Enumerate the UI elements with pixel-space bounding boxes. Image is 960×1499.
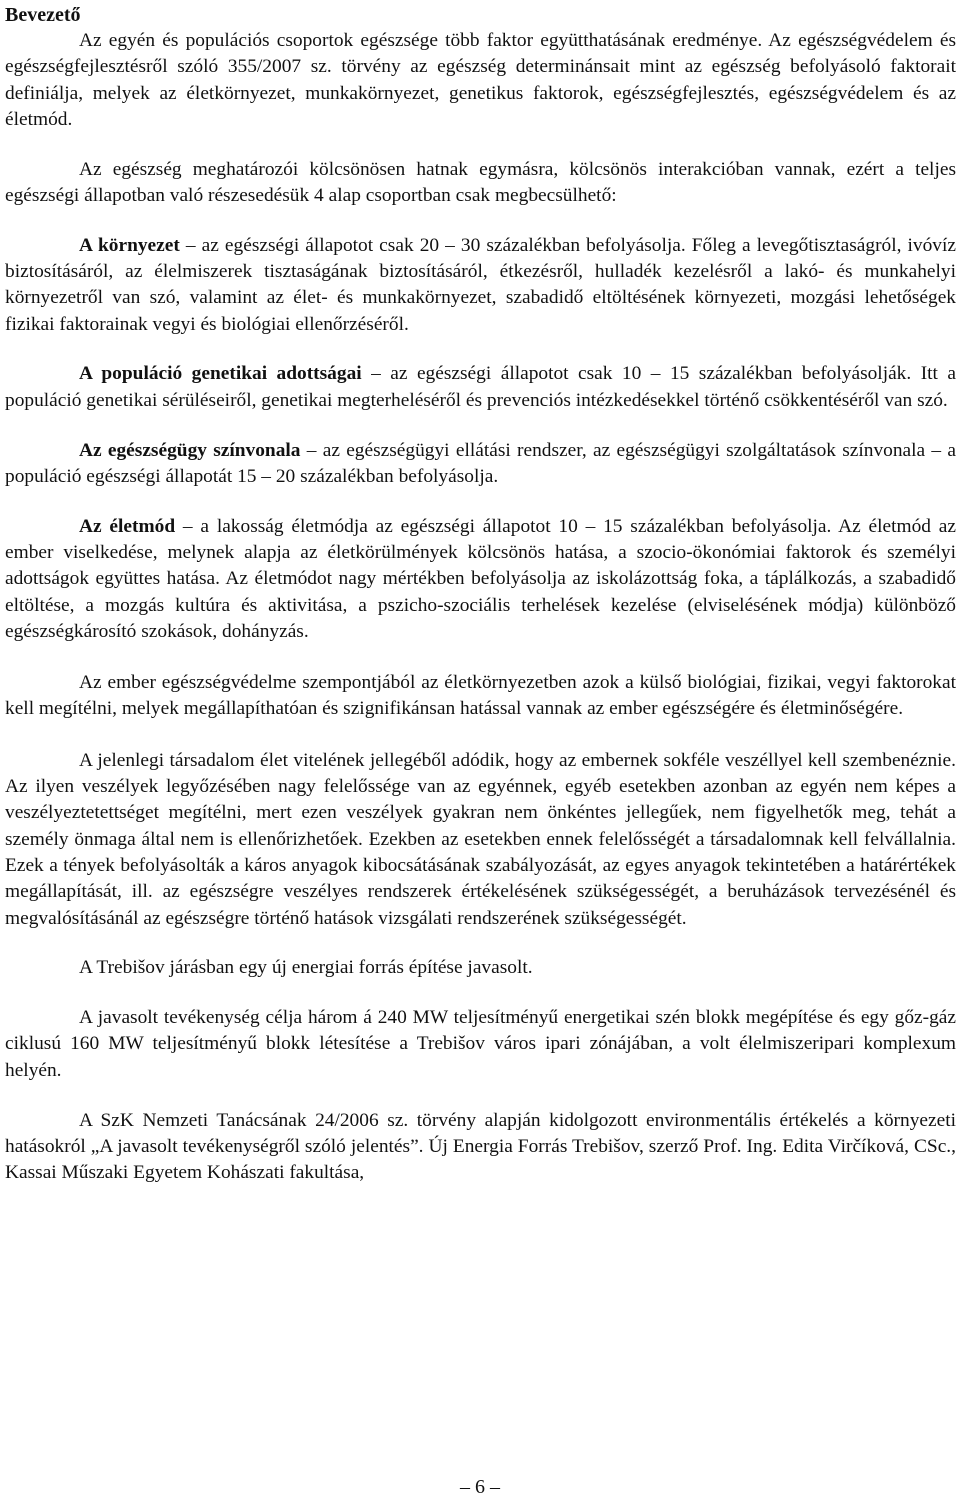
paragraph-intro: Az egyén és populációs csoportok egészsége több faktor együtthatásának eredménye. Az egészségvédelem és egészségfejlesztésről szóló 355/2007 sz. törvény az egészség determinánsait mint az egészség befolyásoló faktorait definiálja, melyek az életkörnyezet, munkakörnyezet, genetikus faktorok, egészségfejlesztés, egészségvédelem és az életmód. — [5, 30, 956, 130]
paragraph-determinants: Az egészség meghatározói kölcsönösen hatnak egymásra, kölcsönös interakcióban vannak, ezért a teljes egészségi állapotban való részesedésük 4 alap csoportban csak megbecsülhető: — [5, 158, 956, 206]
paragraph-society: A jelenlegi társadalom élet vitelének jellegéből adódik, hogy az embernek sokféle veszéllyel kell szembenéznie. Az ilyen veszélyek legyőzésében nagy felelőssége van az egyénnek, egyéb esetekben azonban az egyén nem képes a veszélyeztetettséget megítélni, mert ezen veszélyek gyakran nem önkéntes jellegűek, nem figyelhetők meg, tehát a személy önmaga által nem is ellenőrizhetőek. Ezekben az esetekben ennek felelősségét a társadalomnak kell felvállalnia. Ezek a tények befolyásolták a káros anyagok kibocsátásának szabályozását, az egyes anyagok tekintetében a határértékek megállapítását, ill. az egészségre veszélyes rendszerek értékelésének szükségességét, a beruházások tervezésénél és megvalósításánál az egészségre történő hatások vizsgálati rendszerének szükségességét. — [5, 749, 956, 929]
term-environment: A környezet — [79, 234, 180, 256]
paragraph-environment: A környezet – az egészségi állapotot csak 20 – 30 százalékban befolyásolja. Főleg a levegőtisztaságról, ivóvíz biztosításáról, az élelmiszerek tisztaságának biztosításáról, étkezésről, hulladék kezelésről a lakó- és munkahelyi környezetről van szó, valamint az élet- és munkakörnyezet, szabadidő eltöltésének környezeti, mozgási lehetőségek fizikai faktorainak vegyi és biológiai ellenőrzéséről. — [5, 234, 956, 335]
page-number: – 6 – — [460, 1476, 500, 1498]
paragraph-genetics: A populáció genetikai adottságai – az egészségi állapotot csak 10 – 15 százalékban befolyásolják. Itt a populáció genetikai sérüléseiről, genetikai megterheléséről és prevenciós intézkedésekkel történő csökkentéséről van szó. — [5, 363, 956, 411]
paragraph-healthcare: Az egészségügy színvonala – az egészségügyi ellátási rendszer, az egészségügyi szolgáltatások színvonala – a populáció egészségi állapotát 15 – 20 százalékban befolyásolja. — [5, 439, 956, 487]
section-heading: Bevezető — [5, 4, 81, 26]
paragraph-trebisov: A Trebišov járásban egy új energiai forrás építése javasolt. — [79, 957, 533, 979]
paragraph-lifestyle: Az életmód – a lakosság életmódja az egészségi állapotot 10 – 15 százalékban befolyásolja. Az életmód az ember viselkedése, melynek alapja az életkörülmények kölcsönös hatása, a szocio-ökonómiai faktorok és személyi adottságok együttes hatása. Az életmódot nagy mértékben befolyásolja az iskolázottság foka, a táplálkozás, a szabadidő eltöltése, a mozgás kultúra és aktivitása, a pszicho-szociális terhelések kezelése (elviselésének módja) különböző egészségkárosító szokások, dohányzás. — [5, 515, 956, 642]
term-healthcare: Az egészségügy színvonala — [79, 439, 301, 461]
paragraph-proposal: A javasolt tevékenység célja három á 240 MW teljesítményű energetikai szén blokk megépítése és egy gőz-gáz ciklusú 160 MW teljesítményű blokk létesítése a Trebišov város ipari zónájában, a volt élelmiszeripari komplexum helyén. — [5, 1007, 956, 1081]
term-lifestyle: Az életmód — [79, 515, 176, 537]
paragraph-protection: Az ember egészségvédelme szempontjából az életkörnyezetben azok a külső biológiai, fizikai, vegyi faktorokat kell megítélni, melyek megállapíthatóan és szignifikánsan hatással vannak az ember egészségére és életminőségére. — [5, 672, 956, 720]
paragraph-assessment: A SzK Nemzeti Tanácsának 24/2006 sz. törvény alapján kidolgozott environmentális értékelés a környezeti hatásokról „A javasolt tevékenységről szóló jelentés”. Új Energia Forrás Trebišov, szerző Prof. Ing. Edita Virčíková, CSc., Kassai Műszaki Egyetem Kohászati fakultása, — [5, 1109, 956, 1184]
term-genetics: A populáció genetikai adottságai — [79, 363, 362, 385]
document-page — [5, 0, 956, 1186]
